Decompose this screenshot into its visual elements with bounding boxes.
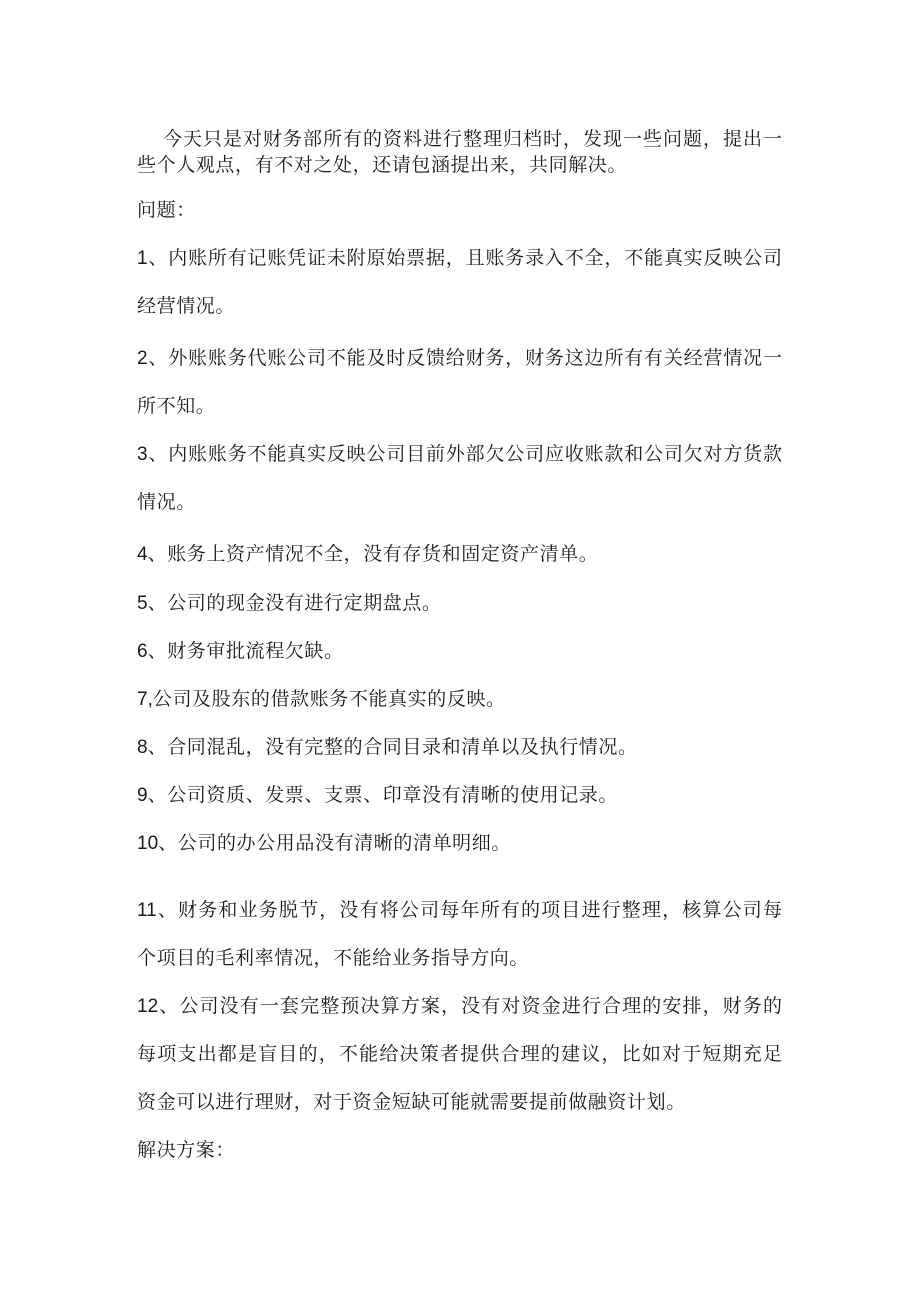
problem-item-4-number: 4	[137, 544, 148, 565]
solutions-heading: 解决方案：	[137, 1139, 236, 1161]
problem-item-4	[137, 541, 598, 568]
problem-item-9-sep: 、	[147, 784, 168, 806]
problem-item-6-number: 6	[137, 641, 148, 662]
problem-item-2-line-2: 所不知。	[137, 395, 216, 417]
problems-heading: 问题：	[137, 199, 196, 221]
problem-item-9-text: 公司资质、发票、支票、印章没有清晰的使用记录。	[167, 784, 618, 806]
intro-line-2: 些个人观点，有不对之处，还请包涵提出来，共同解决。	[137, 154, 628, 176]
problem-item-1-number: 1	[137, 248, 148, 269]
problem-item-11-sep: 、	[156, 899, 179, 921]
problem-item-7-sep: ,	[147, 689, 153, 710]
problem-item-10-number: 10	[137, 833, 159, 854]
problem-item-8-text: 合同混乱，没有完整的合同目录和清单以及执行情况。	[167, 736, 638, 758]
problem-item-7-number: 7	[137, 689, 148, 710]
intro-line-1: 今天只是对财务部所有的资料进行整理归档时，发现一些问题，提出一	[163, 128, 782, 150]
problem-item-3-text: 内账账务不能真实反映公司目前外部欠公司应收账款和公司欠对方货款	[168, 443, 782, 465]
problem-item-11-number: 11	[137, 900, 157, 921]
problem-item-12-text: 公司没有一套完整预决算方案，没有对资金进行合理的安排，财务的	[179, 995, 782, 1017]
problem-item-8-sep: 、	[147, 736, 168, 758]
problem-item-7	[137, 686, 506, 713]
problem-item-5	[137, 590, 442, 617]
problem-item-3-line-2: 情况。	[137, 491, 196, 513]
problem-item-1-line-1	[137, 245, 782, 272]
problem-item-5-number: 5	[137, 593, 148, 614]
problem-item-8-number: 8	[137, 737, 148, 758]
problem-item-6	[137, 638, 344, 665]
problem-item-11-line-2: 个项目的毛利率情况，不能给业务指导方向。	[137, 947, 530, 969]
problem-item-7-text: 公司及股东的借款账务不能真实的反映。	[152, 688, 506, 710]
problem-item-1-line-2: 经营情况。	[137, 295, 236, 317]
problem-item-2-sep: 、	[147, 347, 169, 369]
problem-item-3-sep: 、	[147, 443, 169, 465]
problem-item-12-line-1	[137, 993, 782, 1020]
problem-item-11-text: 财务和业务脱节，没有将公司每年所有的项目进行整理，核算公司每	[178, 899, 782, 921]
problem-item-5-sep: 、	[147, 592, 168, 614]
problem-item-1-sep: 、	[147, 247, 169, 269]
problem-item-10-text: 公司的办公用品没有清晰的清单明细。	[177, 832, 511, 854]
problem-item-3-number: 3	[137, 444, 148, 465]
problem-item-12-sep: 、	[158, 995, 180, 1017]
problem-item-5-text: 公司的现金没有进行定期盘点。	[167, 592, 442, 614]
problem-item-12-number: 12	[137, 996, 159, 1017]
problem-item-9	[137, 782, 618, 809]
problem-item-2-line-1	[137, 345, 782, 372]
problem-item-2-number: 2	[137, 348, 148, 369]
problem-item-8	[137, 734, 638, 761]
problem-item-1-text: 内账所有记账凭证未附原始票据，且账务录入不全，不能真实反映公司	[168, 247, 782, 269]
problem-item-4-sep: 、	[147, 543, 168, 565]
problem-item-12-line-3: 资金可以进行理财，对于资金短缺可能就需要提前做融资计划。	[137, 1091, 686, 1113]
problem-item-2-text: 外账账务代账公司不能及时反馈给财务，财务这边所有有关经营情况一	[168, 347, 782, 369]
problem-item-6-sep: 、	[147, 640, 168, 662]
problem-item-12-line-2: 每项支出都是盲目的，不能给决策者提供合理的建议，比如对于短期充足	[137, 1043, 782, 1065]
problem-item-10	[137, 830, 511, 857]
problem-item-6-text: 财务审批流程欠缺。	[167, 640, 344, 662]
problem-item-10-sep: 、	[158, 832, 178, 854]
problem-item-11-line-1	[137, 897, 782, 924]
problem-item-4-text: 账务上资产情况不全，没有存货和固定资产清单。	[167, 543, 599, 565]
problem-item-9-number: 9	[137, 785, 148, 806]
problem-item-3-line-1	[137, 441, 782, 468]
